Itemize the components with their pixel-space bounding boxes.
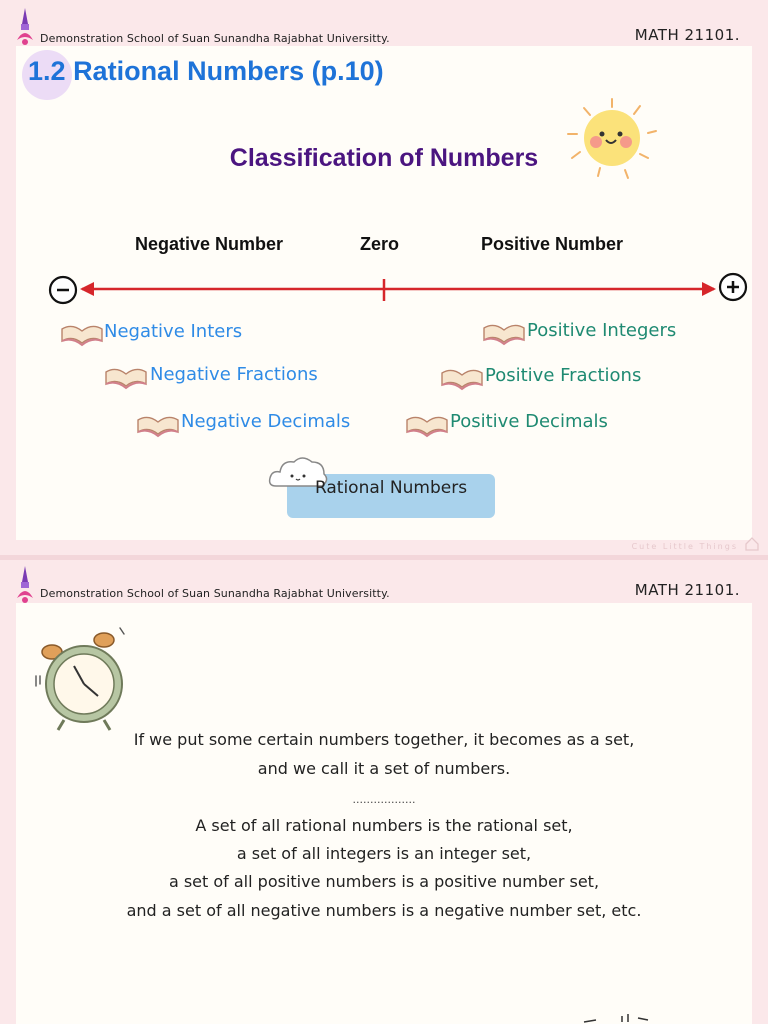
slide-2 — [0, 560, 768, 1024]
home-icon — [744, 536, 760, 552]
alarm-clock-icon — [28, 626, 134, 736]
positive-integers-item: Positive Integers — [527, 320, 677, 341]
book-icon — [104, 364, 148, 390]
paragraph-line-6: and a set of all negative numbers is a negative number set, etc. — [126, 901, 642, 920]
dotted-separator: .................. — [352, 793, 416, 806]
title-label: Rational Numbers (p.10) — [73, 56, 384, 86]
paragraph-line-4: a set of all integers is an integer set, — [236, 844, 532, 863]
book-icon — [440, 365, 484, 391]
book-icon — [60, 321, 104, 347]
number-line — [44, 270, 748, 310]
plus-icon — [718, 272, 748, 302]
section-subtitle: Classification of Numbers — [229, 144, 539, 172]
positive-number-label: Positive Number — [481, 234, 624, 254]
book-icon — [136, 412, 180, 438]
paragraph-line-2: and we call it a set of numbers. — [257, 759, 511, 778]
positive-decimals-item: Positive Decimals — [450, 411, 608, 432]
school-name: Demonstration School of Suan Sunandha Rajabhat Universitty. — [40, 587, 390, 600]
negative-integers-item: Negative Inters — [104, 321, 243, 342]
rational-numbers-label: Rational Numbers — [314, 478, 468, 498]
page-title — [28, 56, 384, 87]
title-number: 1.2 — [28, 56, 66, 86]
book-icon — [482, 320, 526, 346]
school-logo-icon — [14, 6, 36, 46]
paragraph-line-1: If we put some certain numbers together, it becomes as a set, — [133, 730, 635, 749]
school-logo-icon — [14, 564, 36, 604]
doodle-icon — [582, 1010, 662, 1024]
course-code: MATH 21101. — [634, 581, 740, 599]
negative-number-label: Negative Number — [135, 234, 284, 254]
school-name: Demonstration School of Suan Sunandha Rajabhat Universitty. — [40, 32, 390, 45]
zero-label: Zero — [360, 234, 400, 254]
minus-icon — [48, 275, 78, 305]
negative-decimals-item: Negative Decimals — [181, 411, 351, 432]
paragraph-line-5: a set of all positive numbers is a positive number set, — [168, 872, 600, 891]
book-icon — [405, 412, 449, 438]
watermark: Cute Little Things — [631, 542, 738, 551]
negative-fractions-item: Negative Fractions — [150, 364, 318, 385]
positive-fractions-item: Positive Fractions — [485, 365, 642, 386]
course-code: MATH 21101. — [634, 26, 740, 44]
paragraph-line-3: A set of all rational numbers is the rational set, — [195, 816, 573, 835]
